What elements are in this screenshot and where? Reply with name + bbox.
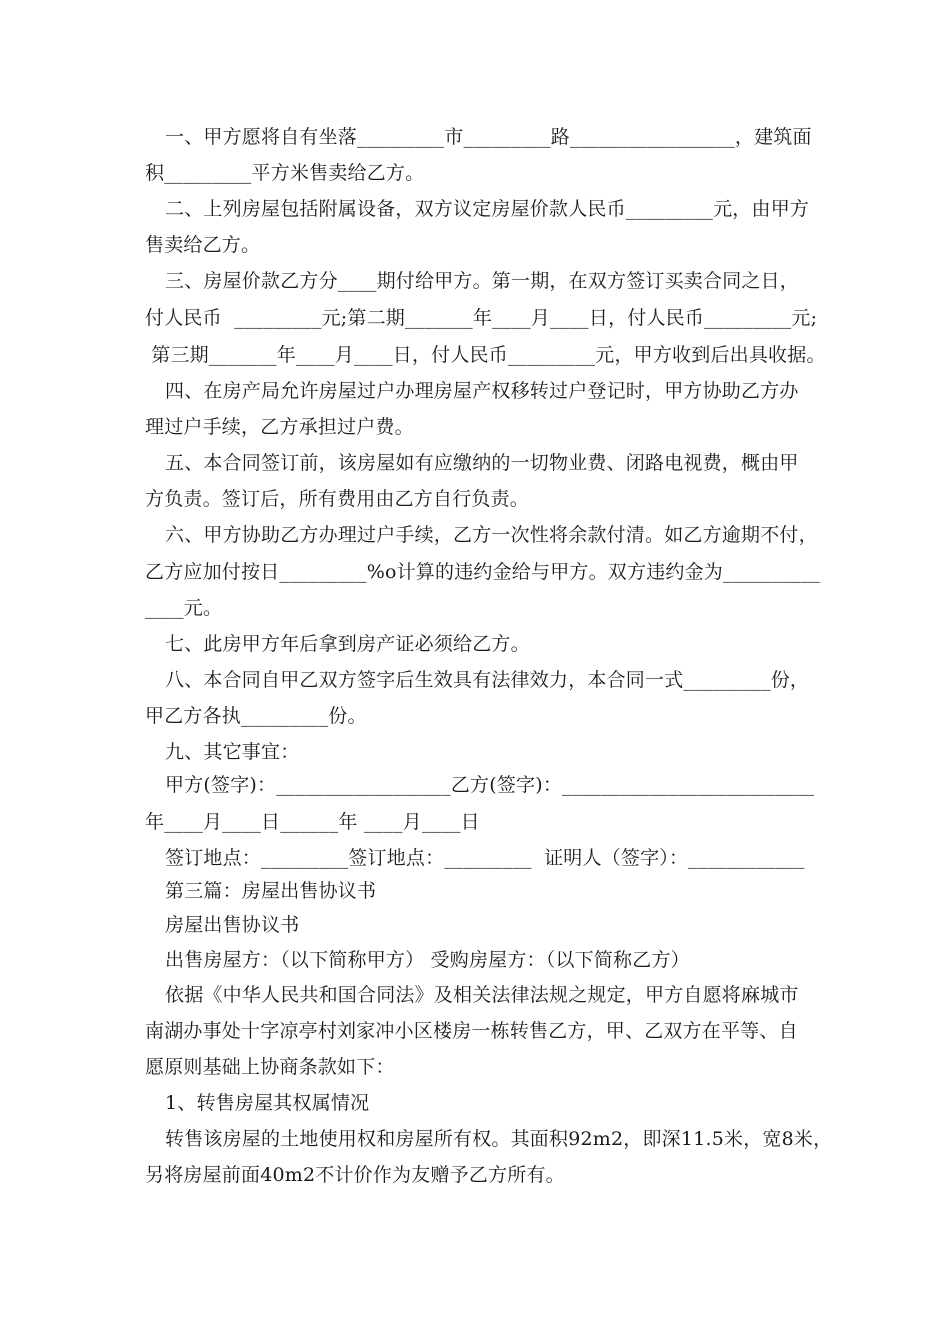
clause-4-line-1: 四、在房产局允许房屋过户办理房屋产权移转过户登记时，甲方协助乙方办 <box>165 380 799 402</box>
clause-6-line-3: ____元。 <box>145 597 223 619</box>
item-1-line-1: 转售该房屋的土地使用权和房屋所有权。其面积92m2，即深11.5米，宽8米， <box>165 1128 833 1150</box>
clause-1-line-1: 一、甲方愿将自有坐落_________市_________路_________________，建筑面 <box>165 126 812 148</box>
clause-2-line-1: 二、上列房屋包括附属设备，双方议定房屋价款人民币_________元，由甲方 <box>165 198 810 220</box>
clause-8-line-1: 八、本合同自甲乙双方签字后生效具有法律效力，本合同一式_________份， <box>165 669 810 691</box>
signature-line: 甲方(签字)：__________________乙方(签字)：__________________________ <box>165 774 815 796</box>
item-1-heading: 1、转售房屋其权属情况 <box>165 1092 370 1114</box>
date-line: 年____月____日______年 ____月____日 <box>145 811 480 833</box>
clause-2-line-2: 售卖给乙方。 <box>145 234 261 256</box>
agreement-title: 房屋出售协议书 <box>165 914 300 936</box>
preamble-line-1: 依据《中华人民共和国合同法》及相关法律法规之规定，甲方自愿将麻城市 <box>165 984 799 1006</box>
clause-3-line-2: 付人民币 _________元;第二期_______年____月____日，付人民币_________元; <box>145 307 818 329</box>
clause-5-line-1: 五、本合同签订前，该房屋如有应缴纳的一切物业费、闭路电视费，概由甲 <box>165 452 799 474</box>
signing-place-line: 签订地点：_________签订地点：_________ 证明人（签字）：____________ <box>165 847 805 869</box>
preamble-line-2: 南湖办事处十字凉亭村刘家冲小区楼房一栋转售乙方，甲、乙双方在平等、自 <box>145 1020 798 1042</box>
clause-1-line-2: 积_________平方米售卖给乙方。 <box>145 162 425 184</box>
clause-3-line-1: 三、房屋价款乙方分____期付给甲方。第一期，在双方签订买卖合同之日， <box>165 270 800 292</box>
clause-8-line-2: 甲乙方各执_________份。 <box>145 705 367 727</box>
clause-3-line-3: 第三期_______年____月____日，付人民币_________元，甲方收到后出具收据。 <box>145 344 826 366</box>
clause-7-line-1: 七、此房甲方年后拿到房产证必须给乙方。 <box>165 633 530 655</box>
clause-6-line-2: 乙方应加付按日_________%o计算的违约金给与甲方。双方违约金为__________ <box>145 561 820 583</box>
clause-6-line-1: 六、甲方协助乙方办理过户手续，乙方一次性将余款付清。如乙方逾期不付， <box>165 524 818 546</box>
clause-4-line-2: 理过户手续，乙方承担过户费。 <box>145 416 414 438</box>
clause-5-line-2: 方负责。签订后，所有费用由乙方自行负责。 <box>145 488 530 510</box>
parties-line: 出售房屋方：（以下简称甲方） 受购房屋方：（以下简称乙方） <box>165 949 690 971</box>
preamble-line-3: 愿原则基础上协商条款如下： <box>145 1056 395 1078</box>
item-1-line-2: 另将房屋前面40m2不计价作为友赠予乙方所有。 <box>145 1164 565 1186</box>
section-3-heading: 第三篇：房屋出售协议书 <box>165 880 377 902</box>
clause-9-line-1: 九、其它事宜： <box>165 741 300 763</box>
